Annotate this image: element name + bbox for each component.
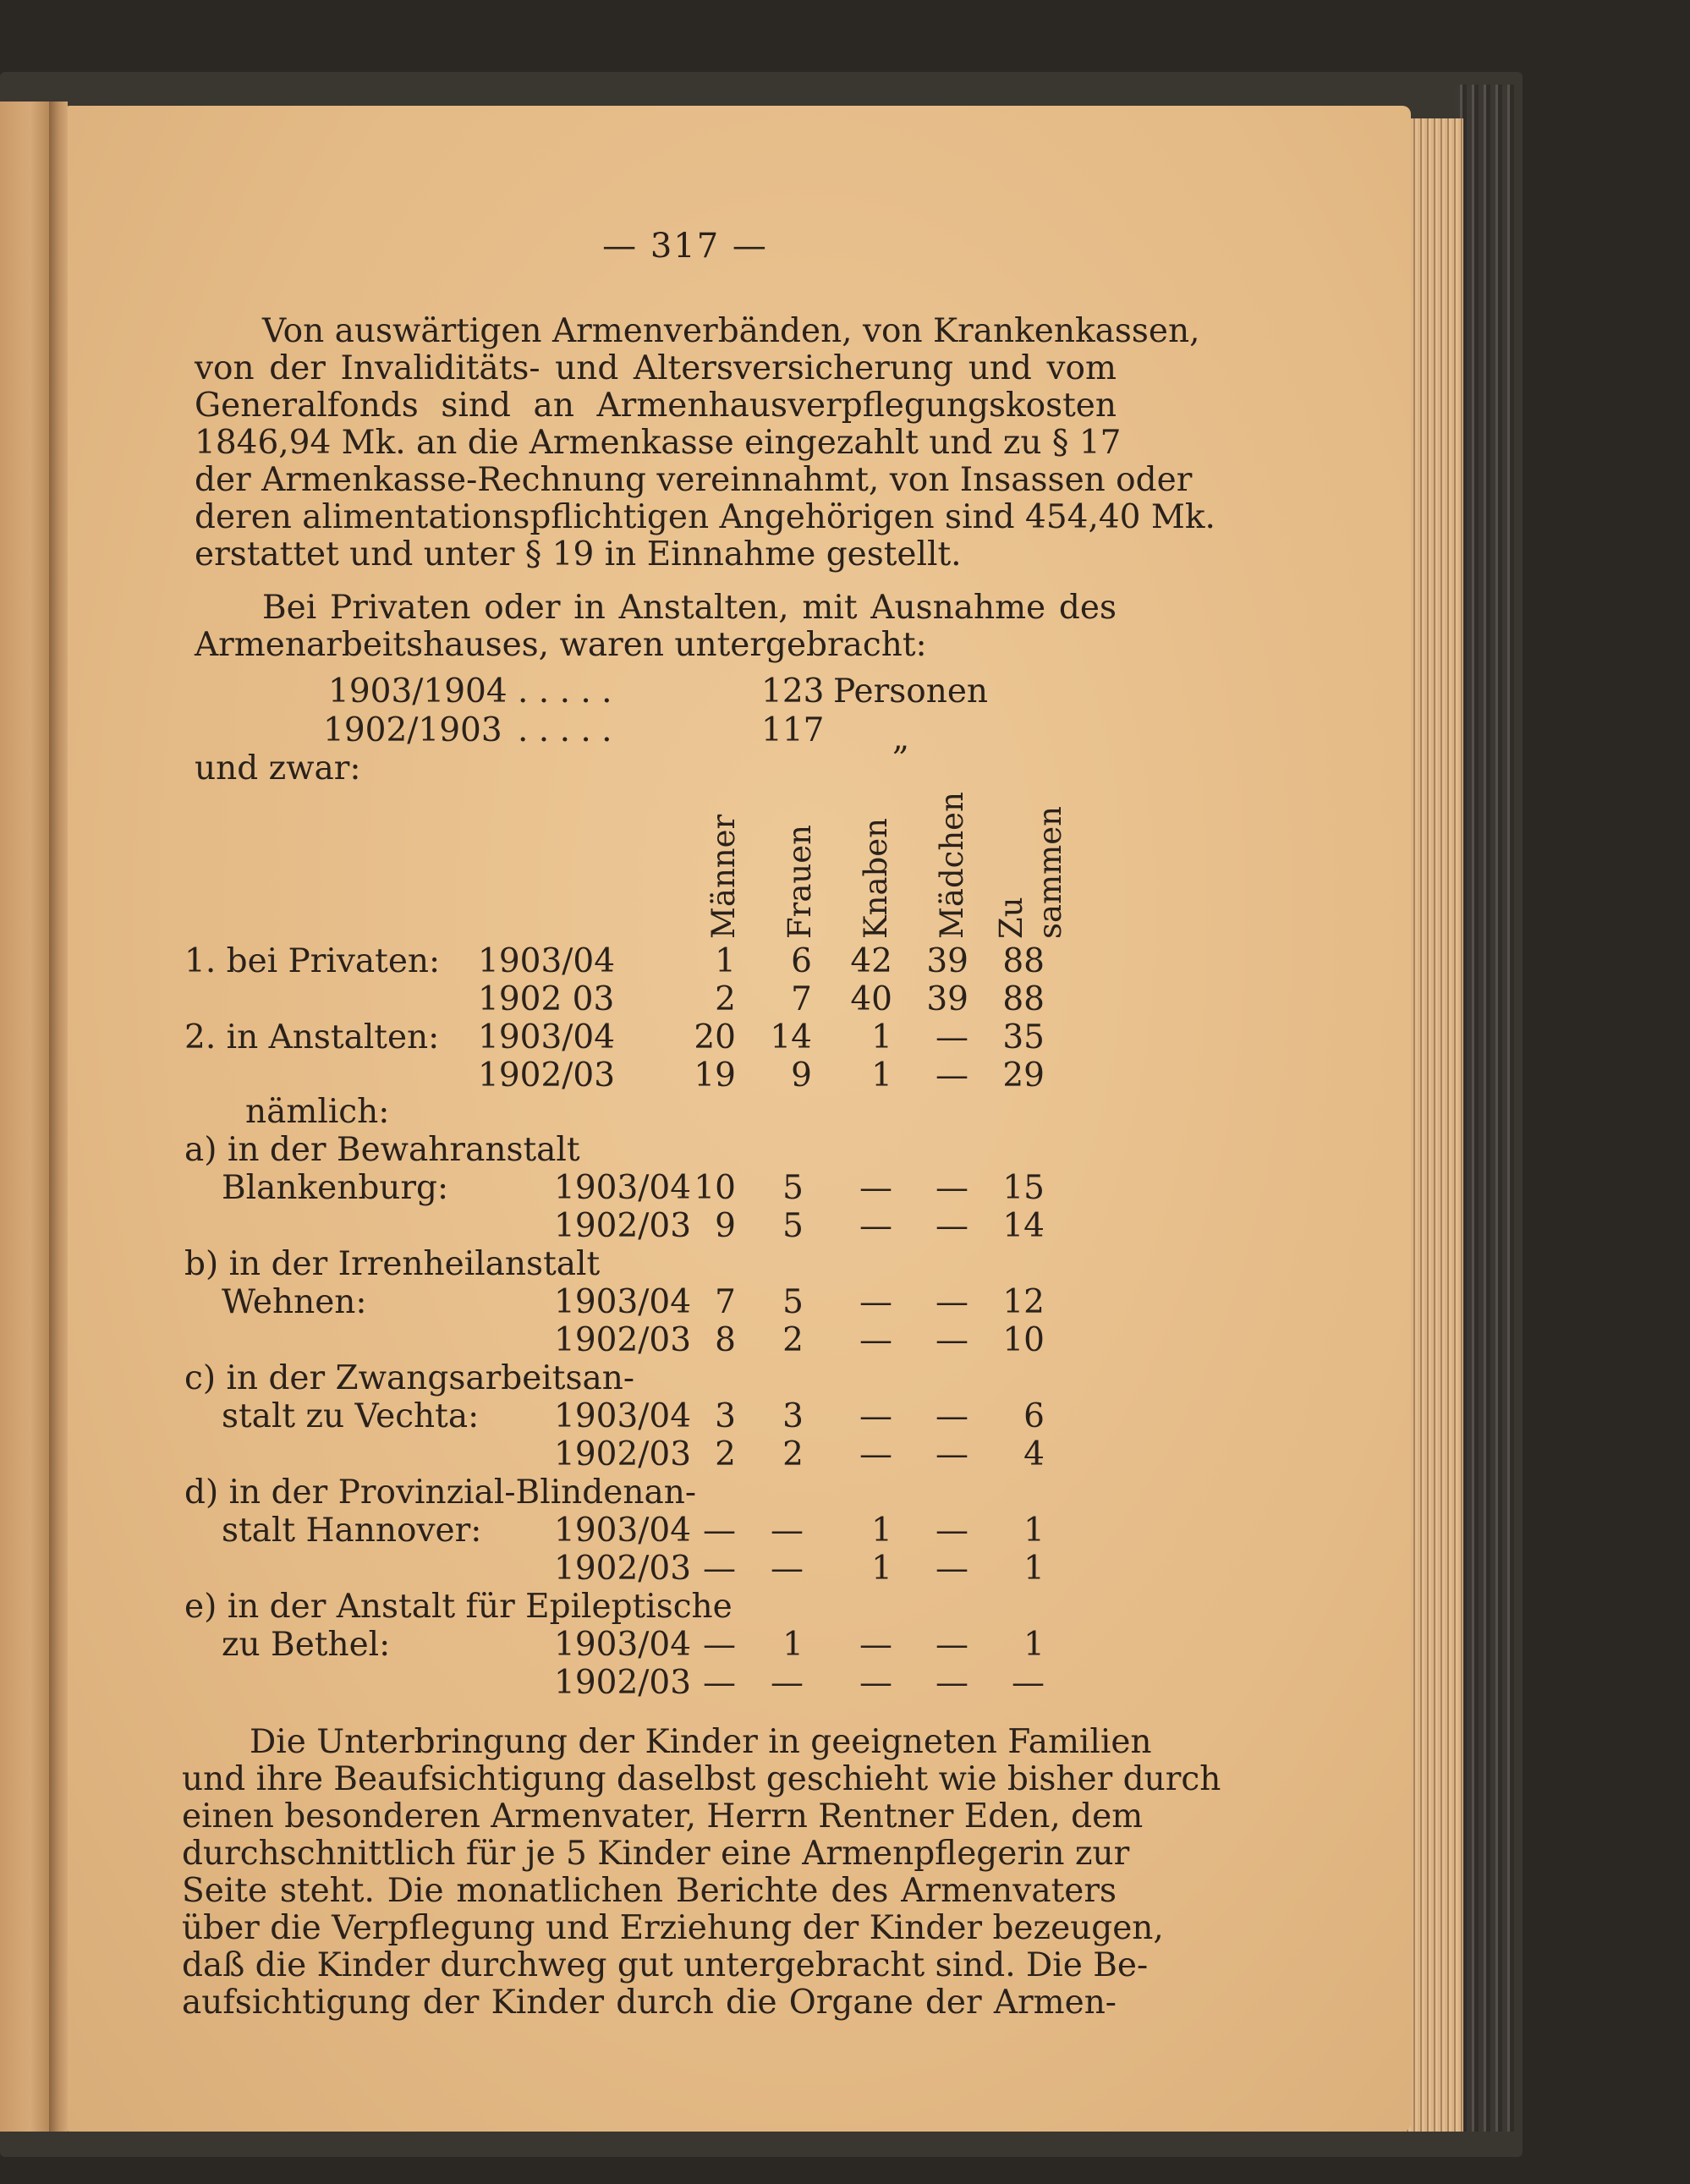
cell-value: 1 xyxy=(871,1512,892,1550)
cell-value: 3 xyxy=(715,1397,736,1435)
summary-year: 1903/1904 xyxy=(328,672,508,711)
row-year: 1902/03 xyxy=(554,1207,692,1245)
cell-value: — xyxy=(936,1664,968,1702)
row-year: 1903/04 xyxy=(554,1626,692,1664)
paragraph-1 xyxy=(195,312,1215,573)
cell-value: 20 xyxy=(694,1018,736,1056)
text-line: einen besonderen Armenvater, Herrn Rentner Eden, dem xyxy=(182,1797,1144,1836)
cell-value: — xyxy=(936,1550,968,1588)
cell-value: 10 xyxy=(1002,1321,1045,1359)
cell-value: — xyxy=(859,1169,892,1207)
cell-value: 35 xyxy=(1002,1018,1045,1056)
cell-value: — xyxy=(1012,1664,1045,1702)
institution-place: Blankenburg: xyxy=(222,1169,449,1207)
cell-value: 29 xyxy=(1002,1056,1045,1095)
cell-value: — xyxy=(859,1664,892,1702)
institution-name: b) in der Irrenheilanstalt xyxy=(184,1245,601,1283)
cell-value: 9 xyxy=(715,1207,736,1245)
summary-value: 123 xyxy=(761,672,825,711)
cell-value: 8 xyxy=(715,1321,736,1359)
institution-place: stalt Hannover: xyxy=(222,1512,482,1550)
cell-value: 1 xyxy=(1023,1512,1045,1550)
cell-value: — xyxy=(771,1664,804,1702)
cell-value: — xyxy=(936,1512,968,1550)
row-year: 1903/04 xyxy=(554,1169,692,1207)
text-line: Bei Privaten oder in Anstalten, mit Ausnahme des xyxy=(262,589,1117,627)
cell-value: — xyxy=(859,1626,892,1664)
cell-value: 2 xyxy=(782,1321,804,1359)
cell-value: 42 xyxy=(850,942,892,980)
naemlich-label: nämlich: xyxy=(245,1093,390,1131)
text-line: Die Unterbringung der Kinder in geeigneten Familien xyxy=(250,1723,1152,1761)
column-header-sammen: sammen xyxy=(1032,806,1068,939)
text-line: und ihre Beaufsichtigung daselbst geschieht wie bisher durch xyxy=(182,1760,1221,1798)
cell-value: 9 xyxy=(791,1056,812,1095)
page-number: — 317 — xyxy=(602,227,768,266)
cell-value: 1 xyxy=(871,1018,892,1056)
cell-value: 7 xyxy=(715,1283,736,1321)
row-year: 1903/04 xyxy=(478,1018,616,1056)
cell-value: — xyxy=(936,1207,968,1245)
cell-value: 12 xyxy=(1002,1283,1045,1321)
cell-value: 1 xyxy=(871,1550,892,1588)
cell-value: — xyxy=(771,1550,804,1588)
row-year: 1902/03 xyxy=(554,1664,692,1702)
cell-value: 15 xyxy=(1002,1169,1045,1207)
cell-value: — xyxy=(936,1626,968,1664)
column-header-maedchen: Mädchen xyxy=(934,792,970,939)
paragraph-2 xyxy=(195,590,1117,664)
cell-value: 88 xyxy=(1002,942,1045,980)
cell-value: — xyxy=(703,1550,736,1588)
cell-value: 5 xyxy=(782,1283,804,1321)
cell-value: 3 xyxy=(782,1397,804,1435)
column-header-frauen: Frauen xyxy=(782,825,818,939)
cell-value: 39 xyxy=(926,942,968,980)
summary-dots: . . . . . xyxy=(518,711,612,749)
column-header-maenner: Männer xyxy=(705,814,742,939)
institution-place: stalt zu Vechta: xyxy=(222,1397,480,1435)
text-line: Von auswärtigen Armenverbänden, von Krankenkassen, xyxy=(262,312,1200,350)
text-line: der Armenkasse-Rechnung vereinnahmt, von Insassen oder xyxy=(195,461,1193,499)
summary-year: 1902/1903 xyxy=(323,711,502,749)
cell-value: 1 xyxy=(715,942,736,980)
institution-place: zu Bethel: xyxy=(222,1626,391,1664)
cell-value: 5 xyxy=(782,1207,804,1245)
institution-place: Wehnen: xyxy=(222,1283,367,1321)
summary-dots: . . . . . xyxy=(518,672,612,711)
text-line: über die Verpflegung und Erziehung der Kinder bezeugen, xyxy=(182,1909,1164,1947)
cell-value: — xyxy=(859,1283,892,1321)
cell-value: 2 xyxy=(715,1435,736,1473)
und-zwar-label: und zwar: xyxy=(195,749,361,787)
cell-value: 1 xyxy=(782,1626,804,1664)
book-gutter xyxy=(49,102,68,2132)
row-year: 1902/03 xyxy=(554,1550,692,1588)
cell-value: 14 xyxy=(1002,1207,1045,1245)
row-label: 2. in Anstalten: xyxy=(184,1018,440,1056)
book-cover-edge xyxy=(1455,85,1514,2132)
row-year: 1902/03 xyxy=(554,1321,692,1359)
text-line: von der Invaliditäts- und Altersversicherung und vom xyxy=(195,349,1117,387)
text-line: Seite steht. Die monatlichen Berichte des Armenvaters xyxy=(182,1872,1117,1910)
cell-value: 14 xyxy=(770,1018,812,1056)
cell-value: 7 xyxy=(791,980,812,1018)
cell-value: 4 xyxy=(1023,1435,1045,1473)
cell-value: 1 xyxy=(871,1056,892,1095)
cell-value: 2 xyxy=(782,1435,804,1473)
row-year: 1903/04 xyxy=(554,1397,692,1435)
text-line: aufsichtigung der Kinder durch die Organe der Armen- xyxy=(182,1984,1117,2022)
cell-value: 1 xyxy=(1023,1626,1045,1664)
row-year: 1902 03 xyxy=(478,980,615,1018)
institution-name: d) in der Provinzial-Blindenan- xyxy=(184,1473,696,1512)
cell-value: — xyxy=(936,1018,968,1056)
cell-value: 10 xyxy=(694,1169,736,1207)
text-line: 1846,94 Mk. an die Armenkasse eingezahlt und zu § 17 xyxy=(195,424,1122,462)
cell-value: — xyxy=(859,1207,892,1245)
institution-name: c) in der Zwangsarbeitsan- xyxy=(184,1359,635,1397)
cell-value: 6 xyxy=(791,942,812,980)
cell-value: — xyxy=(936,1283,968,1321)
cell-value: — xyxy=(936,1435,968,1473)
row-year: 1903/04 xyxy=(554,1283,692,1321)
column-header-knaben: Knaben xyxy=(858,818,894,939)
cell-value: 19 xyxy=(694,1056,736,1095)
text-line: deren alimentationspflichtigen Angehörigen sind 454,40 Mk. xyxy=(195,498,1215,536)
cell-value: — xyxy=(936,1321,968,1359)
cell-value: — xyxy=(703,1626,736,1664)
row-label: 1. bei Privaten: xyxy=(184,942,441,980)
cell-value: 40 xyxy=(850,980,892,1018)
cell-value: — xyxy=(936,1056,968,1095)
text-line: durchschnittlich für je 5 Kinder eine Armenpflegerin zur xyxy=(182,1835,1130,1873)
cell-value: — xyxy=(936,1169,968,1207)
cell-value: 39 xyxy=(926,980,968,1018)
institution-name: e) in der Anstalt für Epileptische xyxy=(184,1588,733,1626)
cell-value: 88 xyxy=(1002,980,1045,1018)
cell-value: — xyxy=(703,1512,736,1550)
row-year: 1902/03 xyxy=(554,1435,692,1473)
summary-unit: Personen xyxy=(833,672,989,711)
cell-value: 1 xyxy=(1023,1550,1045,1588)
column-header-zu: Zu xyxy=(993,897,1029,939)
cell-value: — xyxy=(936,1397,968,1435)
text-line: erstattet und unter § 19 in Einnahme gestellt. xyxy=(195,535,962,573)
page-stack xyxy=(1404,118,1463,2132)
cell-value: — xyxy=(859,1321,892,1359)
cell-value: — xyxy=(859,1435,892,1473)
text-line: Armenarbeitshauses, waren untergebracht: xyxy=(195,626,927,664)
text-line: daß die Kinder durchweg gut untergebracht sind. Die Be- xyxy=(182,1946,1149,1984)
cell-value: 5 xyxy=(782,1169,804,1207)
cell-value: — xyxy=(859,1397,892,1435)
text-line: Generalfonds sind an Armenhausverpflegungskosten xyxy=(195,387,1117,425)
cell-value: — xyxy=(703,1664,736,1702)
summary-unit: „ xyxy=(892,720,910,758)
summary-value: 117 xyxy=(761,711,825,749)
row-year: 1903/04 xyxy=(554,1512,692,1550)
cell-value: — xyxy=(771,1512,804,1550)
row-year: 1902/03 xyxy=(478,1056,616,1095)
left-page-edge xyxy=(0,102,51,2132)
paragraph-3 xyxy=(182,1723,1221,2022)
institution-name: a) in der Bewahranstalt xyxy=(184,1131,580,1169)
row-year: 1903/04 xyxy=(478,942,616,980)
cell-value: 2 xyxy=(715,980,736,1018)
cell-value: 6 xyxy=(1023,1397,1045,1435)
